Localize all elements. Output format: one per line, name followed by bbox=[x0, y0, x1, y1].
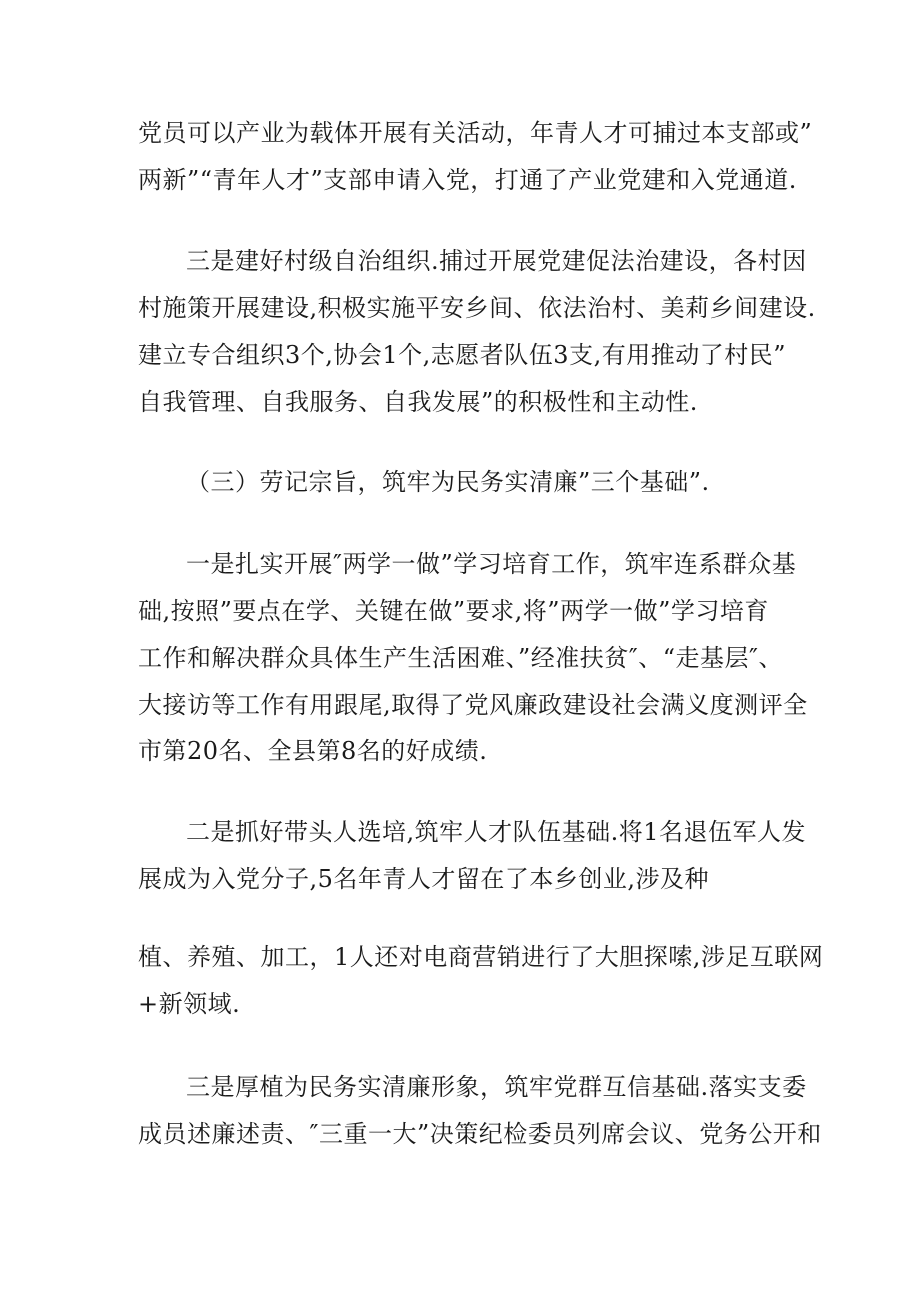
text-line: 二是抓好带头人选培,筑牢人才队伍基础.将1名退伍军人发 bbox=[186, 818, 807, 846]
text-line: 建立专合组织3个,协会1个,志愿者队伍3支,有用推动了村民” bbox=[138, 341, 786, 369]
text-line: 大接访等工作有用跟尾,取得了党风廉政建设社会满义度测评全 bbox=[138, 691, 808, 719]
text-line: 工作和解决群众具体生产生活困难、”经准扶贫″、“走基层″、 bbox=[138, 644, 783, 672]
text-line: 展成为入党分子,5名年青人才留在了本乡创业,涉及种 bbox=[138, 865, 710, 893]
text-line: 党员可以产业为载体开展有关活动，年青人才可捕过本支部或” bbox=[138, 119, 813, 147]
text-line: 自我管理、自我服务、自我发展”的积极性和主动性. bbox=[138, 388, 698, 416]
text-line: 一是扎实开展″两学一做”学习培育工作，筑牢连系群众基 bbox=[186, 550, 797, 578]
text-line: 三是建好村级自治组织.捕过开展党建促法治建设，各村因 bbox=[186, 247, 807, 275]
text-line: +新领域. bbox=[138, 990, 241, 1018]
text-line: 础,按照”要点在学、关键在做”要求,将”两学一做”学习培育 bbox=[138, 597, 769, 625]
text-line: 村施策开展建设,积极实施平安乡间、依法治村、美莉乡间建设. bbox=[138, 294, 816, 322]
text-line: 成员述廉述责、″三重一大”决策纪检委员列席会议、党务公开和 bbox=[138, 1120, 822, 1148]
section-heading: （三）劳记宗旨，筑牢为民务实清廉”三个基础”. bbox=[186, 468, 710, 496]
text-line: 两新”“青年人才”支部申请入党，打通了产业党建和入党通道. bbox=[138, 166, 797, 194]
text-line: 植、养殖、加工，1人还对电商营销进行了大胆探嗦,涉足互联网 bbox=[138, 943, 824, 971]
text-line: 市第20名、全县第8名的好成绩. bbox=[138, 737, 488, 765]
text-line: 三是厚植为民务实清廉形象，筑牢党群互信基础.落实支委 bbox=[186, 1073, 807, 1101]
